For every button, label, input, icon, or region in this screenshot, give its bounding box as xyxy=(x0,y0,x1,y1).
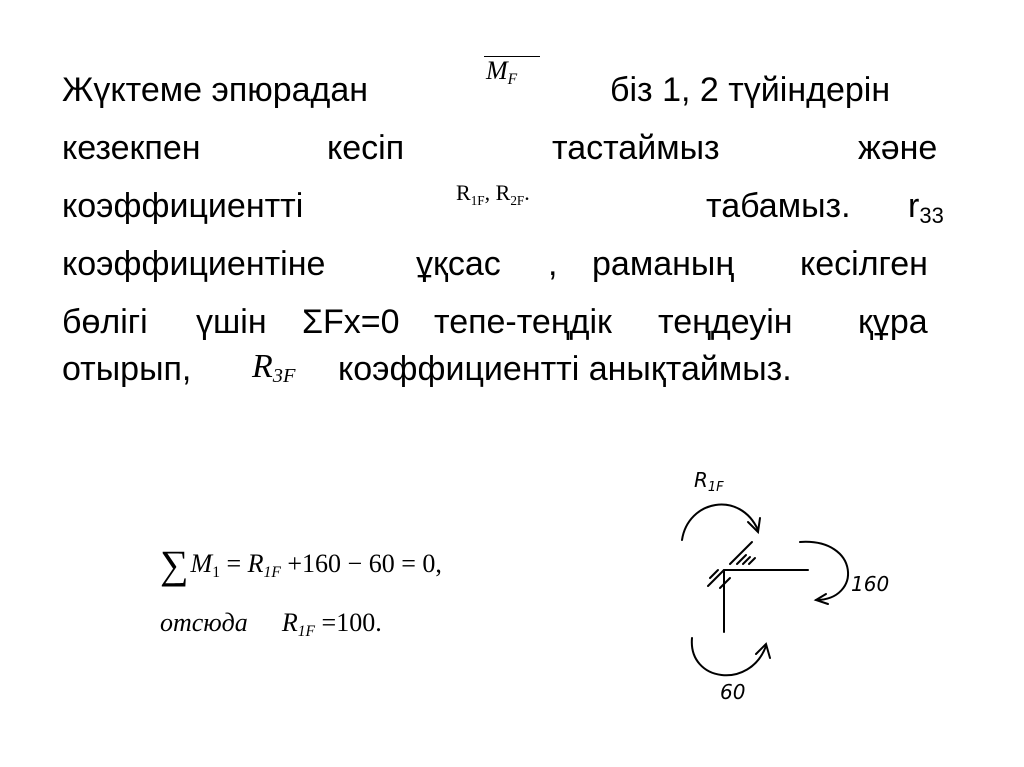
math-subscript: 3F xyxy=(272,365,296,387)
text-fragment: біз 1, 2 түйіндерін xyxy=(610,71,891,109)
text-fragment: құра xyxy=(858,303,928,341)
text-fragment: раманың xyxy=(592,245,735,283)
equation-moment-sum xyxy=(160,542,442,587)
text-fragment: коэффициентті анықтаймыз. xyxy=(338,350,792,388)
math-expression: +160 − 60 = 0, xyxy=(280,549,442,578)
overline xyxy=(484,56,540,57)
text-fragment xyxy=(908,182,944,230)
math-subscript: F xyxy=(507,71,518,88)
label-r1f: $R_{1F}$ xyxy=(694,468,724,495)
math-word: отсюда xyxy=(160,608,248,637)
text-fragment: үшін xyxy=(196,303,267,341)
formula-r3f xyxy=(252,348,296,387)
text-line-4 xyxy=(62,240,962,288)
text-fragment: теңдеуін xyxy=(658,303,793,341)
math-symbol: R xyxy=(247,549,264,578)
text-fragment: кесілген xyxy=(800,245,928,283)
math-subscript: 2F xyxy=(510,193,525,208)
equation-result xyxy=(160,608,382,640)
math-separator: , xyxy=(484,180,496,205)
text-fragment: және xyxy=(858,129,938,167)
text-fragment: ΣFx=0 xyxy=(302,303,400,341)
text-fragment: кесіп xyxy=(327,129,405,167)
text-fragment: , xyxy=(548,245,558,283)
formula-r1f-r2f xyxy=(456,180,530,208)
text-line-2 xyxy=(62,124,962,172)
text-fragment: Жүктеме эпюрадан xyxy=(62,71,369,109)
text-fragment: кезекпен xyxy=(62,129,201,167)
diagram-drawing xyxy=(640,460,940,730)
r1f-moment-arc xyxy=(682,505,758,540)
moment-60-arc xyxy=(692,638,766,675)
text-line-6 xyxy=(62,345,962,393)
math-expression: =100. xyxy=(315,608,382,637)
text-line-5 xyxy=(62,298,962,346)
text-fragment: коэффициентіне xyxy=(62,245,326,283)
text-fragment: отырып, xyxy=(62,350,192,388)
label-160: 160 xyxy=(851,572,890,596)
text-symbol: r xyxy=(908,187,920,225)
text-fragment: табамыз. xyxy=(706,187,851,225)
text-fragment: бөлігі xyxy=(62,303,148,341)
math-symbol: R xyxy=(456,180,471,205)
joint-hatching xyxy=(708,542,755,588)
math-symbol: R xyxy=(281,608,298,637)
text-subscript: 33 xyxy=(919,203,944,228)
math-punct: . xyxy=(524,180,530,205)
math-symbol: R xyxy=(495,180,511,205)
math-symbol: M xyxy=(486,56,508,85)
math-subscript: 1 xyxy=(212,564,220,581)
text-fragment: тепе-теңдік xyxy=(434,303,612,341)
math-symbol: R xyxy=(252,348,273,385)
formula-mf xyxy=(486,56,518,88)
r1f-arrowhead xyxy=(748,518,760,532)
math-subscript: 1F xyxy=(263,564,281,581)
text-fragment: коэффициентті xyxy=(62,187,304,225)
math-symbol: M xyxy=(190,549,213,578)
text-fragment: тастаймыз xyxy=(552,129,720,167)
math-subscript: 1F xyxy=(470,193,485,208)
text-fragment: ұқсас xyxy=(416,245,501,283)
math-operator: = xyxy=(219,549,248,578)
sum-symbol: ∑ xyxy=(160,542,189,587)
node-diagram xyxy=(640,460,940,730)
math-subscript: 1F xyxy=(297,623,316,640)
label-60: 60 xyxy=(720,680,746,704)
